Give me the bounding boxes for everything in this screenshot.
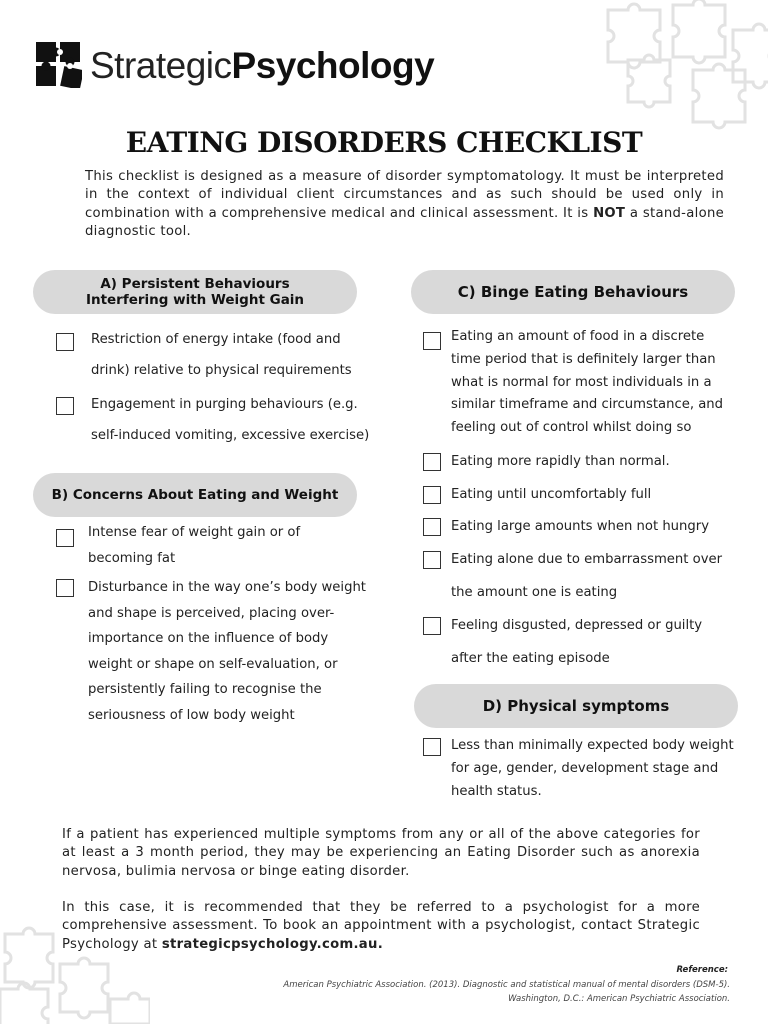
checklist-item-a2 (56, 396, 369, 451)
checklist-item-text (88, 575, 366, 729)
checklist-item-c4 (423, 518, 709, 536)
checkbox[interactable] (56, 397, 74, 415)
checkbox[interactable] (423, 486, 441, 504)
checkbox[interactable] (423, 518, 441, 536)
checklist-item-text (91, 324, 352, 386)
checklist-item-c5 (423, 551, 722, 609)
item-line: Less than minimally expected body weight (451, 738, 734, 753)
puzzle-pattern-decoration (598, 0, 768, 140)
item-line: Eating until uncomfortably full (451, 487, 652, 502)
checklist-item-text (451, 735, 734, 803)
item-line: health status. (451, 783, 542, 799)
section-d-header (414, 684, 738, 728)
checklist-item-b1 (56, 527, 300, 572)
checklist-item-b2 (56, 579, 366, 729)
checklist-item-text (91, 389, 369, 451)
checkbox[interactable] (423, 453, 441, 471)
checklist-item-text (451, 609, 702, 675)
checklist-item-text (451, 518, 709, 536)
intro-paragraph (85, 168, 724, 241)
checklist-item-c2 (423, 453, 670, 471)
item-line: weight or shape on self-evaluation, or (88, 656, 338, 672)
item-line: Eating large amounts when not hungry (451, 519, 709, 534)
item-line: time period that is definitely larger than (451, 351, 716, 367)
reference-line-2: Washington, D.C.: American Psychiatric Association. (508, 994, 730, 1004)
reference-label: Reference: (676, 965, 728, 975)
item-line: self-induced vomiting, excessive exercise) (91, 428, 370, 443)
item-line: similar timeframe and circumstance, and (451, 397, 724, 413)
item-line: what is normal for most individuals in a (451, 374, 712, 390)
referral-text: In this case, it is recommended that they be referred to a psychologist for a more comprehensive assessment. To book an appointment with a psychologist, contact Strategic Psychology at (62, 900, 700, 952)
checklist-item-a1 (56, 331, 352, 386)
item-line: Eating an amount of food in a discrete (451, 329, 705, 344)
brand-logo (36, 42, 434, 88)
website-link[interactable]: strategicpsychology.com.au. (161, 936, 384, 952)
section-a-title-line1: A) Persistent Behaviours (100, 276, 290, 292)
section-a-title-line2: Interfering with Weight Gain (85, 292, 305, 308)
item-line: the amount one is eating (451, 584, 618, 600)
item-line: feeling out of control whilst doing so (451, 420, 692, 436)
item-line: importance on the influence of body (88, 631, 329, 647)
item-line: drink) relative to physical requirements (91, 363, 352, 378)
item-line: persistently failing to recognise the (88, 682, 322, 698)
summary-paragraph: If a patient has experienced multiple symptoms from any or all of the above categories for at least a 3 month period, they may be experiencing an Eating Disorder such as anorexia nervosa, bulimia nervosa or binge eating disorder. (62, 827, 700, 879)
checkbox[interactable] (423, 332, 441, 350)
section-c-header (411, 270, 735, 314)
checklist-item-text (88, 520, 300, 572)
section-c-title: C) Binge Eating Behaviours (457, 283, 689, 301)
checkbox[interactable] (56, 529, 74, 547)
checklist-item-c3 (423, 486, 651, 504)
brand-wordmark (90, 44, 435, 86)
puzzle-logo-icon (36, 42, 82, 88)
section-b-header (33, 473, 357, 517)
item-line: seriousness of low body weight (88, 707, 295, 723)
checkbox[interactable] (423, 617, 441, 635)
referral-paragraph (62, 899, 700, 954)
item-line: Eating more rapidly than normal. (451, 454, 670, 469)
brand-name-light: Strategic (90, 44, 232, 86)
item-line: for age, gender, development stage and (451, 760, 719, 776)
checklist-item-c1 (423, 331, 723, 440)
checklist-item-c6 (423, 617, 702, 675)
item-line: Disturbance in the way one’s body weight (88, 580, 366, 595)
checklist-item-text (451, 544, 722, 609)
item-line: after the eating episode (451, 651, 610, 666)
section-d-title: D) Physical symptoms (482, 697, 670, 715)
brand-name-bold: Psychology (231, 44, 435, 86)
item-line: Intense fear of weight gain or of (88, 525, 301, 540)
section-a-header (33, 270, 357, 314)
item-line: and shape is perceived, placing over- (88, 605, 335, 621)
item-line: Eating alone due to embarrassment over (451, 552, 723, 567)
checklist-item-d1 (423, 738, 734, 803)
checkbox[interactable] (423, 551, 441, 569)
checklist-item-text (451, 486, 651, 504)
item-line: Engagement in purging behaviours (e.g. (91, 397, 358, 412)
checkbox[interactable] (56, 333, 74, 351)
section-b-title: B) Concerns About Eating and Weight (51, 487, 339, 503)
intro-emphasis: NOT (593, 205, 626, 221)
item-line: Feeling disgusted, depressed or guilty (451, 618, 703, 633)
checkbox[interactable] (56, 579, 74, 597)
checklist-item-text (451, 453, 670, 471)
intro-text: This checklist is designed as a measure of disorder symptomatology. It must be interpreted in the context of individual client circumstances and as such should be used only in combination with a comprehensive medical and clinical assessment. It is (85, 169, 724, 221)
page-title: EATING DISORDERS CHECKLIST (125, 126, 643, 159)
checkbox[interactable] (423, 738, 441, 756)
item-line: Restriction of energy intake (food and (91, 332, 341, 347)
checklist-item-text (451, 326, 723, 440)
intro-text-end: a stand-alone diagnostic tool. (85, 205, 725, 239)
item-line: becoming fat (88, 551, 176, 566)
reference-line-1: American Psychiatric Association. (2013). Diagnostic and statistical manual of mental disorders (DSM-5). (283, 980, 730, 990)
